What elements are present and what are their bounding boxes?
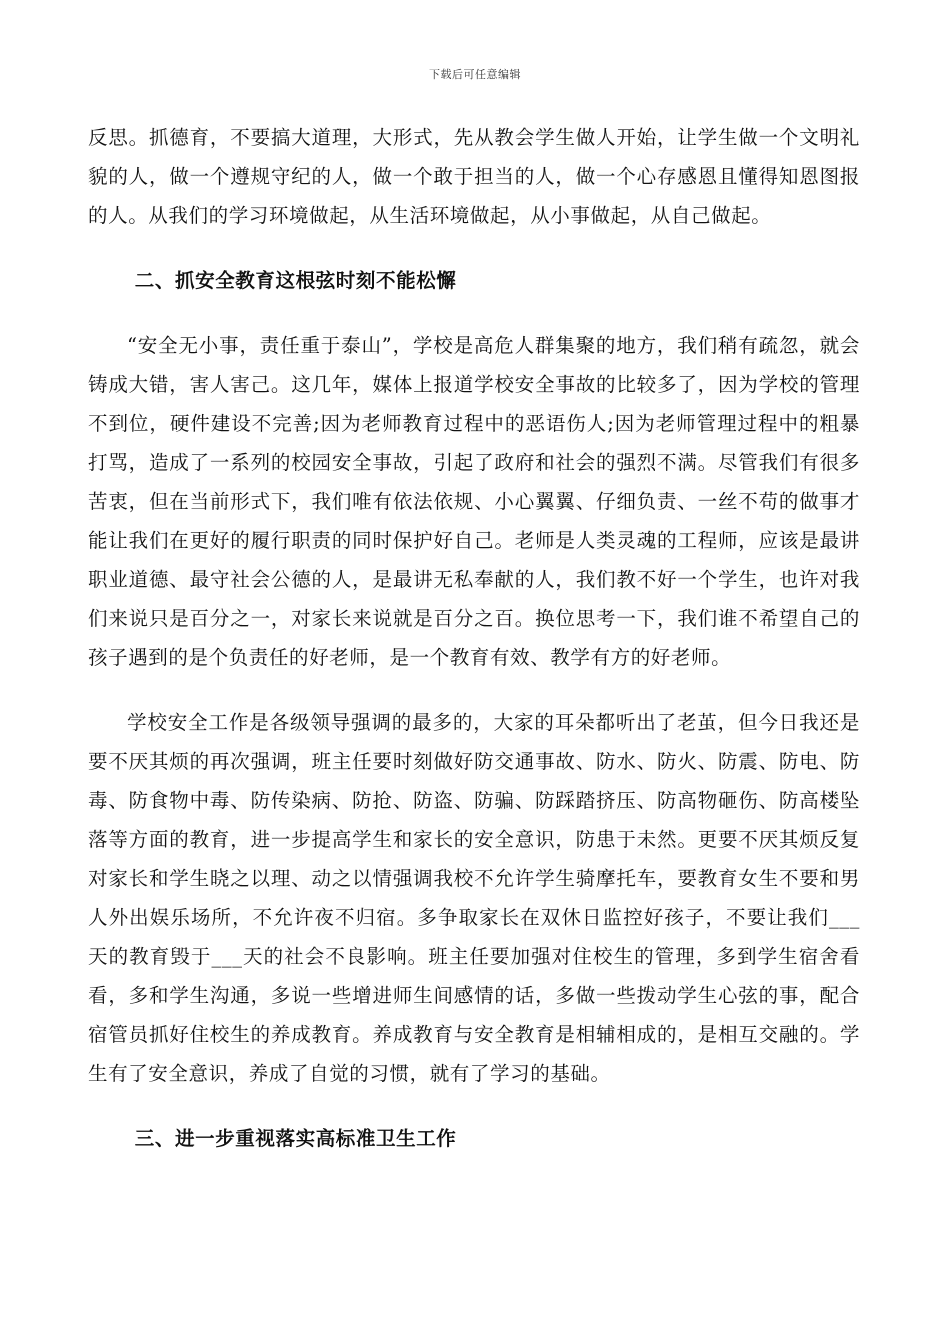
section-heading-2: 二、抓安全教育这根弦时刻不能松懈 [134, 269, 457, 292]
section-heading-3: 三、进一步重视落实高标准卫生工作 [134, 1127, 457, 1150]
paragraph-intro: 反思。抓德育，不要搞大道理，大形式，先从教会学生做人开始，让学生做一个文明礼貌的人，做一个遵规守纪的人，做一个敢于担当的人，做一个心存感恩且懂得知恩图报的人。从我们的学习环境做起，从生活环境做起，从小事做起，从自己做起。 [88, 126, 860, 227]
document-body [88, 118, 860, 1184]
paragraph-safety-2: 学校安全工作是各级领导强调的最多的，大家的耳朵都听出了老茧，但今日我还是要不厌其烦的再次强调，班主任要时刻做好防交通事故、防水、防火、防震、防电、防毒、防食物中毒、防传染病、防抢、防盗、防骗、防踩踏挤压、防高物砸伤、防高楼坠落等方面的教育，进一步提高学生和家长的安全意识，防患于未然。更要不厌其烦反复对家长和学生晓之以理、动之以情强调我校不允许学生骑摩托车，要教育女生不要和男人外出娱乐场所，不允许夜不归宿。多争取家长在双休日监控好孩子，不要让我们___天的教育毁于___天的社会不良影响。班主任要加强对住校生的管理，多到学生宿舍看看，多和学生沟通，多说一些增进师生间感情的话，多做一些拨动学生心弦的事，配合宿管员抓好住校生的养成教育。养成教育与安全教育是相辅相成的，是相互交融的。学生有了安全意识，养成了自觉的习惯，就有了学习的基础。 [88, 711, 860, 1085]
page-header-note: 下载后可任意编辑 [429, 68, 521, 81]
paragraph-safety-1: “安全无小事，责任重于泰山”，学校是高危人群集聚的地方，我们稍有疏忽，就会铸成大错，害人害己。这几年，媒体上报道学校安全事故的比较多了，因为学校的管理不到位，硬件建设不完善;因为老师教育过程中的恶语伤人;因为老师管理过程中的粗暴打骂，造成了一系列的校园安全事故，引起了政府和社会的强烈不满。尽管我们有很多苦衷，但在当前形式下，我们唯有依法依规、小心翼翼、仔细负责、一丝不苟的做事才能让我们在更好的履行职责的同时保护好自己。老师是人类灵魂的工程师，应该是最讲职业道德、最守社会公德的人，是最讲无私奉献的人，我们教不好一个学生，也许对我们来说只是百分之一，对家长来说就是百分之百。换位思考一下，我们谁不希望自己的孩子遇到的是个负责任的好老师，是一个教育有效、教学有方的好老师。 [88, 334, 860, 669]
